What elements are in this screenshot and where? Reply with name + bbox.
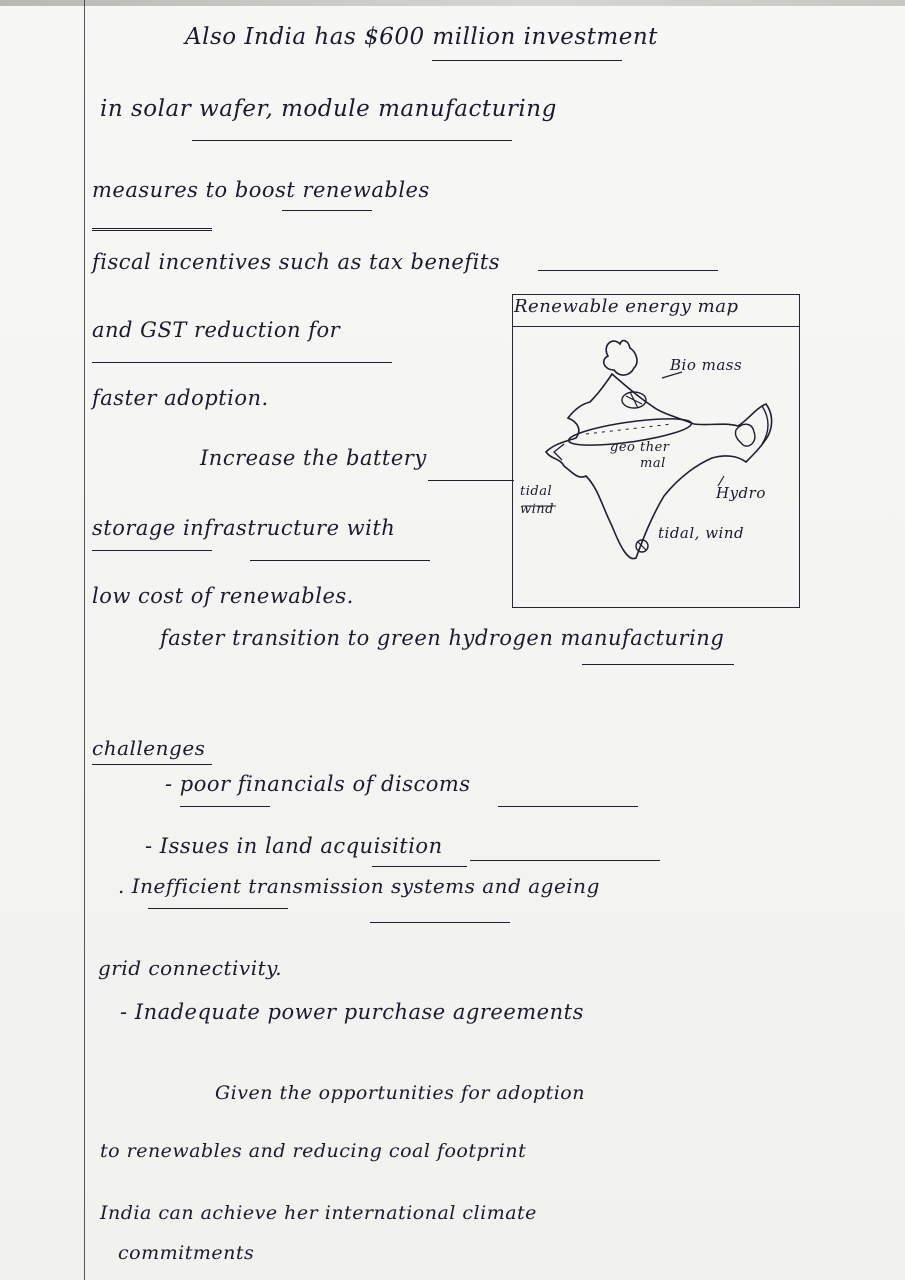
heading-challenges: challenges — [92, 736, 206, 760]
map-label-tidal-west-2: wind — [520, 502, 554, 517]
conclusion-line-1: Given the opportunities for adoption — [215, 1082, 585, 1104]
underline — [192, 140, 512, 141]
heading-underline — [92, 764, 212, 765]
map-label-tidal-south: tidal, wind — [658, 524, 745, 542]
map-label-tidal-west-1: tidal — [520, 484, 553, 499]
underline — [92, 550, 212, 551]
note-line-5: and GST reduction for — [92, 318, 341, 342]
note-line-8: storage infrastructure with — [92, 516, 396, 540]
note-line-7: Increase the battery — [200, 446, 427, 470]
underline — [372, 866, 467, 867]
underline — [148, 908, 288, 909]
underline — [250, 560, 430, 561]
map-title: Renewable energy map — [514, 296, 739, 317]
note-line-2: in solar wafer, module manufacturing — [100, 96, 557, 122]
heading-underline — [92, 228, 212, 231]
map-label-biomass: Bio mass — [670, 356, 743, 374]
challenge-1: - poor financials of discoms — [165, 772, 471, 796]
map-label-hydro: Hydro — [716, 484, 766, 502]
note-line-4: fiscal incentives such as tax benefits — [92, 250, 501, 274]
challenge-3-cont: grid connectivity. — [98, 956, 283, 980]
conclusion-line-3: India can achieve her international climate — [100, 1202, 537, 1224]
note-line-9: low cost of renewables. — [92, 584, 354, 608]
note-line-1: Also India has $600 million investment — [185, 24, 658, 50]
underline — [92, 362, 392, 363]
underline — [428, 480, 514, 481]
note-line-10: faster transition to green hydrogen manufacturing — [160, 626, 725, 650]
underline — [432, 60, 622, 61]
challenge-3: . Inefficient transmission systems and ageing — [118, 874, 600, 898]
underline — [470, 860, 660, 861]
underline — [282, 210, 372, 211]
challenge-2: - Issues in land acquisition — [145, 834, 443, 858]
challenge-4: - Inadequate power purchase agreements — [120, 1000, 584, 1024]
heading-measures: measures to boost renewables — [92, 178, 430, 202]
margin-line — [84, 0, 85, 1280]
underline — [582, 664, 734, 665]
conclusion-line-2: to renewables and reducing coal footprint — [100, 1140, 527, 1162]
page-top-edge — [0, 0, 905, 6]
underline — [538, 270, 718, 271]
note-line-6: faster adoption. — [92, 386, 269, 410]
underline — [498, 806, 638, 807]
underline — [180, 806, 270, 807]
underline — [370, 922, 510, 923]
conclusion-line-4: commitments — [118, 1242, 255, 1264]
map-label-geothermal-1: geo ther — [610, 440, 670, 455]
map-label-geothermal-2: mal — [640, 456, 666, 471]
